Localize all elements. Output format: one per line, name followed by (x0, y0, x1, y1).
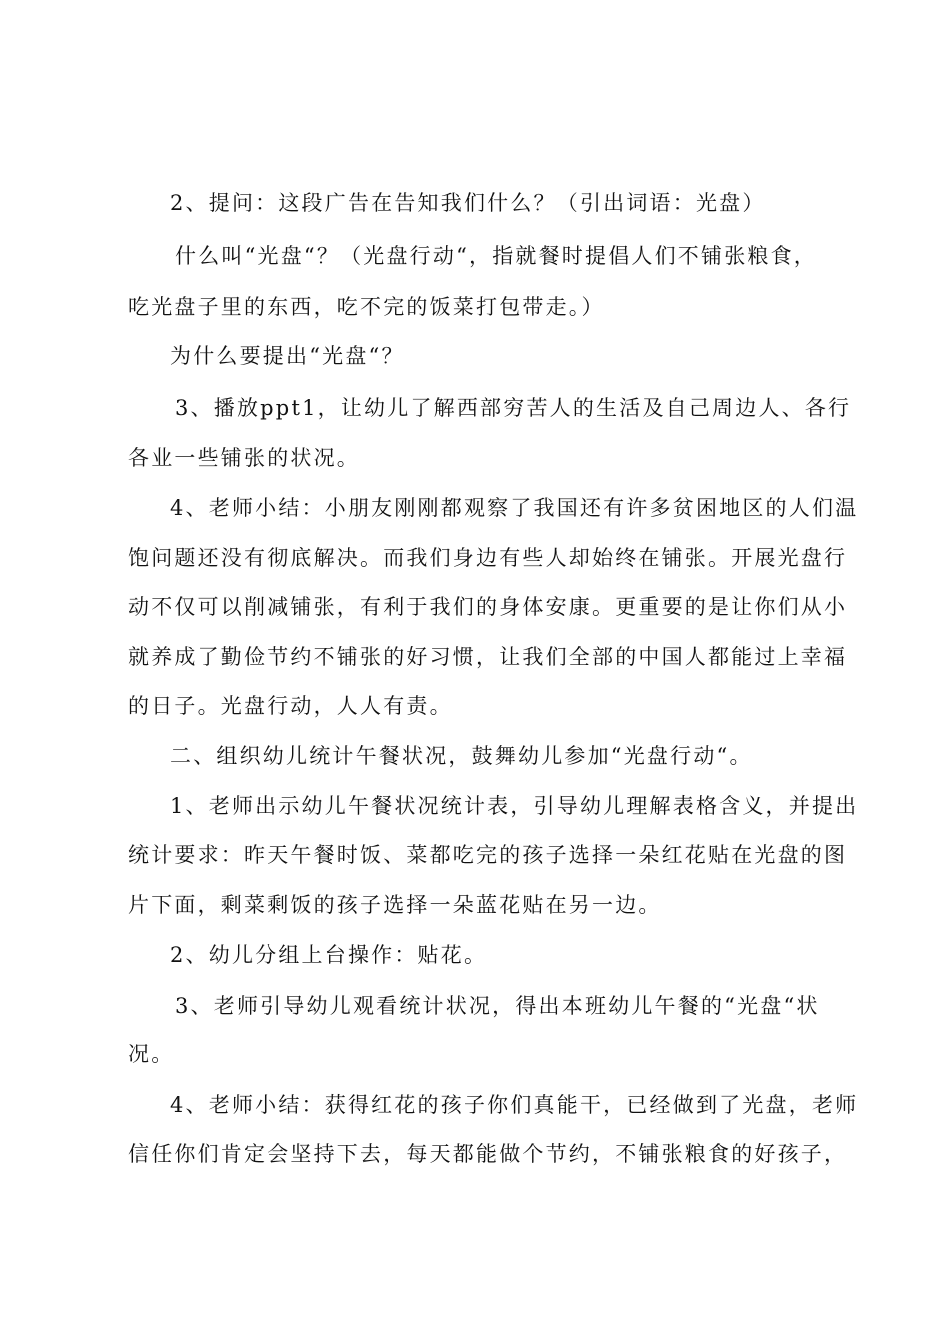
text-line: 饱问题还没有彻底解决。而我们身边有些人却始终在铺张。开展光盘行 (128, 546, 848, 570)
text-line: 的日子。光盘行动，人人有责。 (128, 694, 453, 718)
text-line: 各业一些铺张的状况。 (128, 446, 360, 470)
text-line: 2、幼儿分组上台操作：贴花。 (170, 943, 488, 967)
text-line: 二、组织幼儿统计午餐状况，鼓舞幼儿参加“光盘行动“。 (170, 744, 753, 768)
text-line: 片下面，剩菜剩饭的孩子选择一朵蓝花贴在另一边。 (128, 893, 662, 917)
text-line: 3、播放ppt1，让幼儿了解西部穷苦人的生活及自己周边人、各行 (175, 396, 852, 420)
text-line: 信任你们肯定会坚持下去，每天都能做个节约，不铺张粮食的好孩子， (128, 1142, 848, 1166)
text-line: 动不仅可以削减铺张，有利于我们的身体安康。更重要的是让你们从小 (128, 595, 848, 619)
text-line: 就养成了勤俭节约不铺张的好习惯，让我们全部的中国人都能过上幸福 (128, 645, 848, 669)
text-line: 1、老师出示幼儿午餐状况统计表，引导幼儿理解表格含义，并提出 (170, 794, 859, 818)
text-line: 4、老师小结：小朋友刚刚都观察了我国还有许多贫困地区的人们温 (170, 496, 859, 520)
text-line: 什么叫“光盘“？（光盘行动“，指就餐时提倡人们不铺张粮食， (175, 244, 818, 268)
text-line: 统计要求：昨天午餐时饭、菜都吃完的孩子选择一朵红花贴在光盘的图 (128, 843, 848, 867)
text-line: 为什么要提出“光盘“？ (170, 344, 405, 368)
text-line: 吃光盘子里的东西，吃不完的饭菜打包带走。） (128, 295, 605, 319)
text-line: 况。 (128, 1042, 175, 1066)
text-line: 2、提问：这段广告在告知我们什么？（引出词语：光盘） (170, 191, 766, 215)
text-line: 4、老师小结：获得红花的孩子你们真能干，已经做到了光盘，老师 (170, 1093, 859, 1117)
text-line: 3、老师引导幼儿观看统计状况，得出本班幼儿午餐的“光盘“状 (175, 994, 820, 1018)
